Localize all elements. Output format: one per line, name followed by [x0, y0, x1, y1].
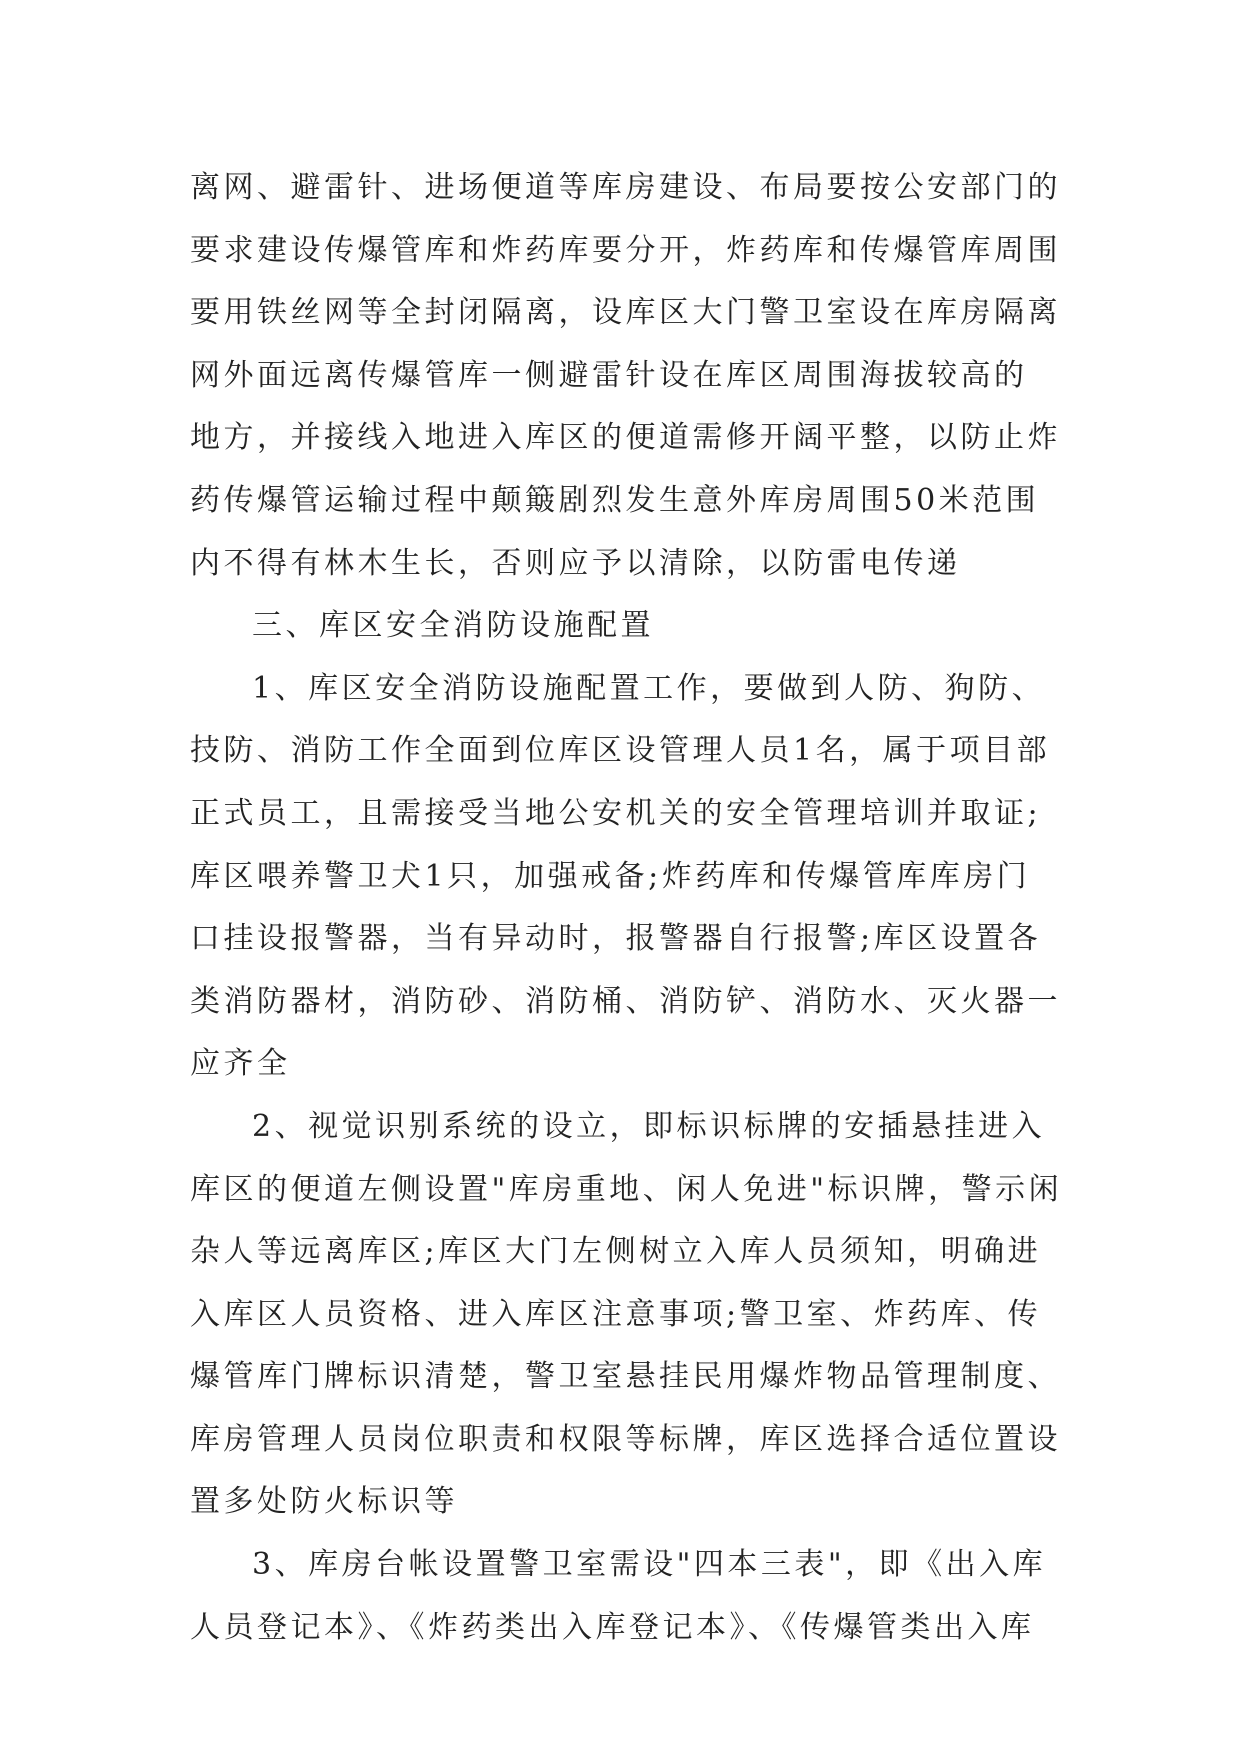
text-line: 1、库区安全消防设施配置工作，要做到人防、狗防、: [252, 670, 1046, 706]
text-line: 爆管库门牌标识清楚，警卫室悬挂民用爆炸物品管理制度、: [190, 1359, 1061, 1395]
text-line: 人员登记本》、《炸药类出入库登记本》、《传爆管类出入库: [190, 1609, 1035, 1645]
text-line: 药传爆管运输过程中颠簸剧烈发生意外库房周围50米范围: [190, 482, 1040, 518]
text-line: 库房管理人员岗位职责和权限等标牌，库区选择合适位置设: [190, 1421, 1061, 1457]
text-line: 地方，并接线入地进入库区的便道需修开阔平整，以防止炸: [190, 420, 1061, 456]
text-line: 入库区人员资格、进入库区注意事项;警卫室、炸药库、传: [190, 1296, 1042, 1332]
text-line: 网外面远离传爆管库一侧避雷针设在库区周围海拔较高的: [190, 357, 1028, 393]
text-line: 正式员工，且需接受当地公安机关的安全管理培训并取证;: [190, 795, 1042, 831]
text-line: 库区喂养警卫犬1只，加强戒备;炸药库和传爆管库库房门: [190, 858, 1031, 894]
text-line: 离网、避雷针、进场便道等库房建设、布局要按公安部门的: [190, 170, 1061, 205]
text-line: 内不得有林木生长，否则应予以清除，以防雷电传递: [190, 545, 961, 581]
text-line: 三、库区安全消防设施配置: [252, 608, 654, 644]
text-line: 杂人等远离库区;库区大门左侧树立入库人员须知，明确进: [190, 1234, 1042, 1270]
text-line: 要求建设传爆管库和炸药库要分开，炸药库和传爆管库周围: [190, 232, 1061, 268]
text-line: 置多处防火标识等: [190, 1484, 458, 1520]
text-line: 库区的便道左侧设置"库房重地、闲人免进"标识牌，警示闲: [190, 1171, 1063, 1207]
text-line: 要用铁丝网等全封闭隔离，设库区大门警卫室设在库房隔离: [190, 295, 1061, 331]
text-line: 应齐全: [190, 1046, 291, 1082]
text-line: 2、视觉识别系统的设立，即标识标牌的安插悬挂进入: [252, 1108, 1046, 1144]
text-line: 口挂设报警器，当有异动时，报警器自行报警;库区设置各: [190, 921, 1042, 957]
document-body: [190, 157, 1063, 1659]
text-line: 技防、消防工作全面到位库区设管理人员1名，属于项目部: [190, 733, 1051, 769]
text-line: 类消防器材，消防砂、消防桶、消防铲、消防水、灭火器一: [190, 983, 1061, 1019]
text-line: 3、库房台帐设置警卫室需设"四本三表"，即《出入库: [252, 1547, 1047, 1583]
